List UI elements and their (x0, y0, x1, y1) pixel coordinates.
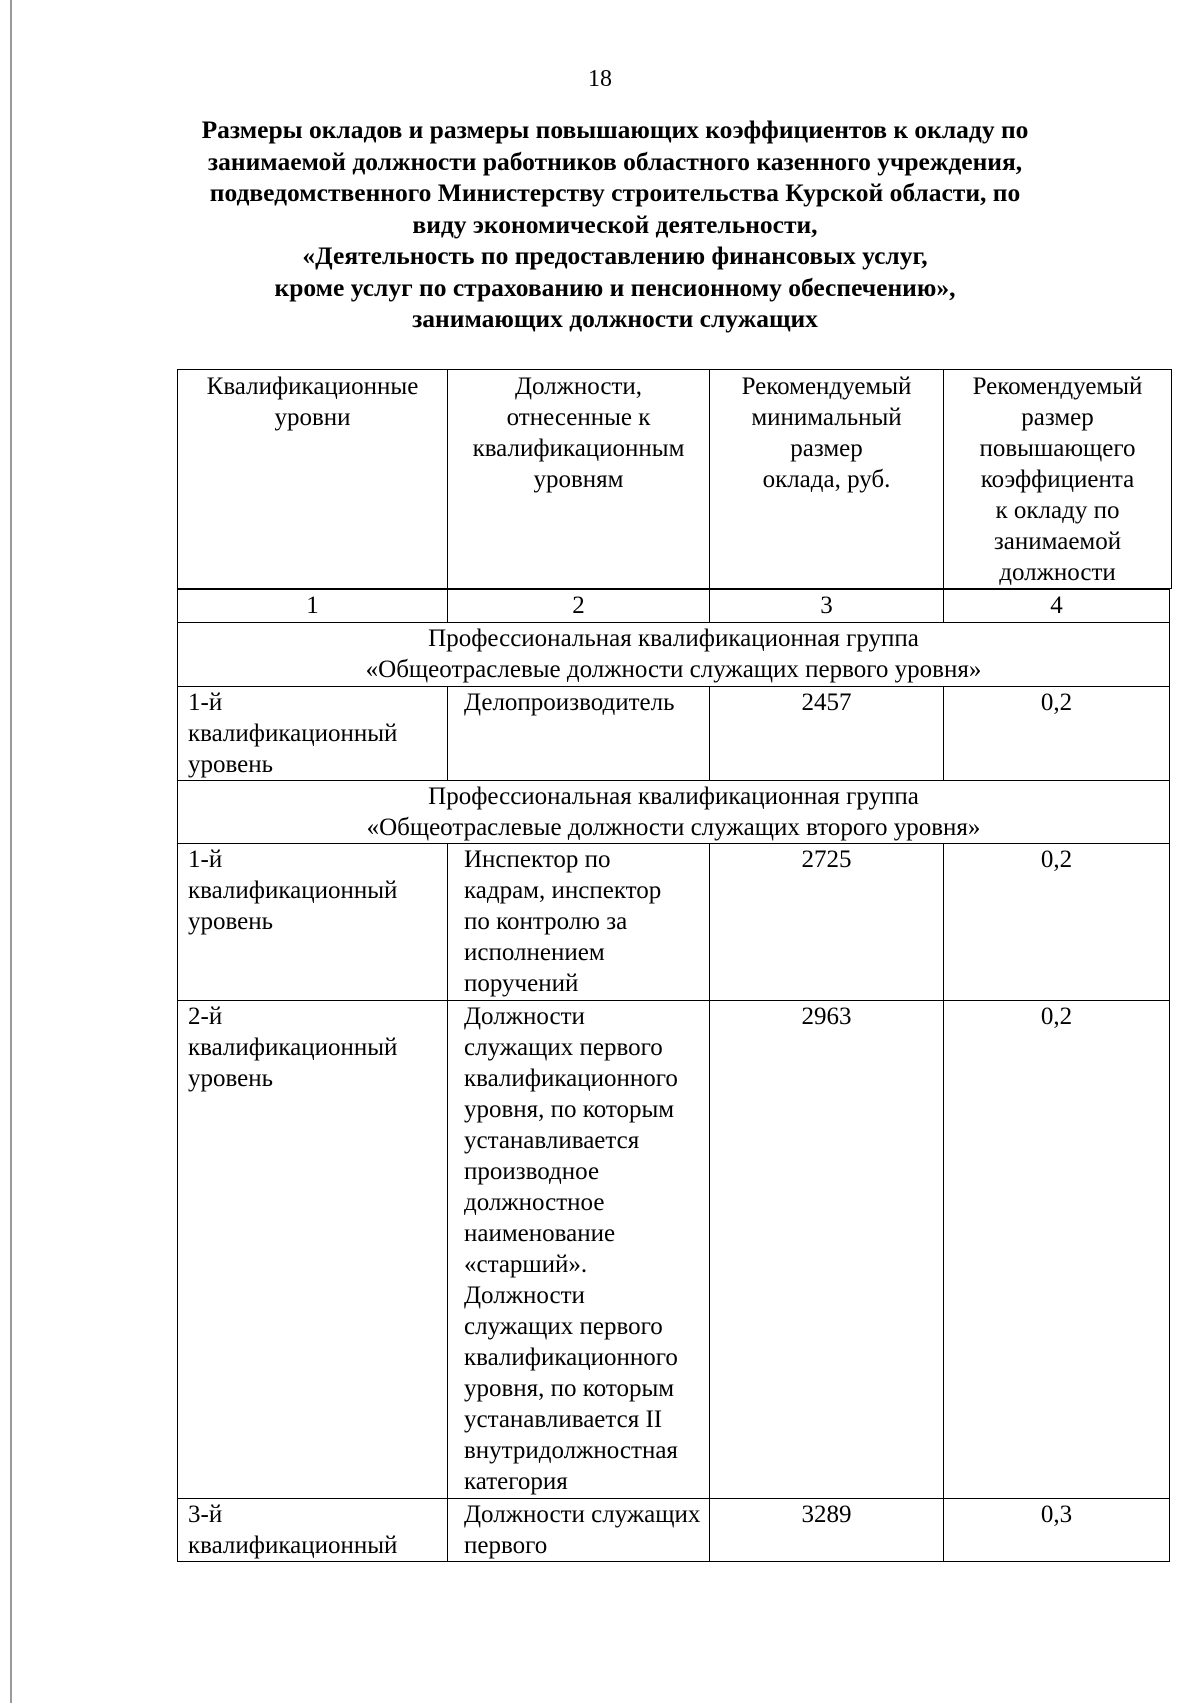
document-title (150, 114, 1080, 335)
title-line: занимаемой должности работников областного казенного учреждения, (207, 146, 1023, 176)
coefficient: 0,2 (944, 687, 1170, 781)
column-number: 2 (448, 590, 710, 623)
min-salary: 2725 (710, 844, 944, 1001)
qualification-group-title: Профессиональная квалификационная группа «Общеотраслевые должности служащих второго уровня» (178, 781, 1170, 844)
coefficient: 0,2 (944, 1001, 1170, 1499)
position-name: Должности служащих первого квалификационного уровня, по которым устанавливается производное должностное наименование «старший». Должности служащих первого квалификационного уровня, по которым устанавливается II внутридолжностная категория (448, 1001, 710, 1499)
group-header-row (178, 781, 1170, 844)
qualification-group-title: Профессиональная квалификационная группа «Общеотраслевые должности служащих первого уровня» (178, 623, 1170, 687)
qualification-level: 1-й квалификационный уровень (178, 844, 448, 1001)
coefficient: 0,2 (944, 844, 1170, 1001)
position-name: Инспектор по кадрам, инспектор по контролю за исполнением поручений (448, 844, 710, 1001)
header-positions: Должности, отнесенные к квалификационным уровням (448, 370, 710, 589)
header-row (178, 370, 1172, 589)
title-line: «Деятельность по предоставлению финансовых услуг, (302, 241, 928, 270)
table-row (178, 1499, 1170, 1562)
column-number: 3 (710, 590, 944, 623)
qualification-level: 1-й квалификационный уровень (178, 687, 448, 781)
qualification-level: 3-й квалификационный (178, 1499, 448, 1562)
column-number: 4 (944, 590, 1170, 623)
scan-edge-line (10, 0, 12, 1703)
title-line: виду экономической деятельности, (412, 209, 818, 239)
header-coefficient: Рекомендуемый размер повышающего коэффициента к окладу по занимаемой должности (944, 370, 1172, 589)
title-line: занимающих должности служащих (412, 304, 818, 333)
table-row (178, 1001, 1170, 1499)
title-line: Размеры окладов и размеры повышающих коэффициентов к окладу по (201, 115, 1029, 144)
title-line: кроме услуг по страхованию и пенсионному обеспечению», (274, 272, 956, 302)
title-line: подведомственного Министерству строительства Курской области, по (209, 178, 1021, 207)
min-salary: 2457 (710, 687, 944, 781)
group-header-row (178, 623, 1170, 687)
coefficient: 0,3 (944, 1499, 1170, 1562)
min-salary: 3289 (710, 1499, 944, 1562)
table-row (178, 687, 1170, 781)
position-name: Должности служащих первого (448, 1499, 710, 1562)
salary-table-body (177, 589, 1170, 1562)
page-number: 18 (588, 66, 612, 92)
column-number-row (178, 590, 1170, 623)
table-row (178, 844, 1170, 1001)
qualification-level: 2-й квалификационный уровень (178, 1001, 448, 1499)
header-min-salary: Рекомендуемый минимальный размер оклада, руб. (710, 370, 944, 589)
min-salary: 2963 (710, 1001, 944, 1499)
salary-table-header (177, 369, 1172, 589)
header-qualification-levels: Квалификационные уровни (178, 370, 448, 589)
column-number: 1 (178, 590, 448, 623)
position-name: Делопроизводитель (448, 687, 710, 781)
